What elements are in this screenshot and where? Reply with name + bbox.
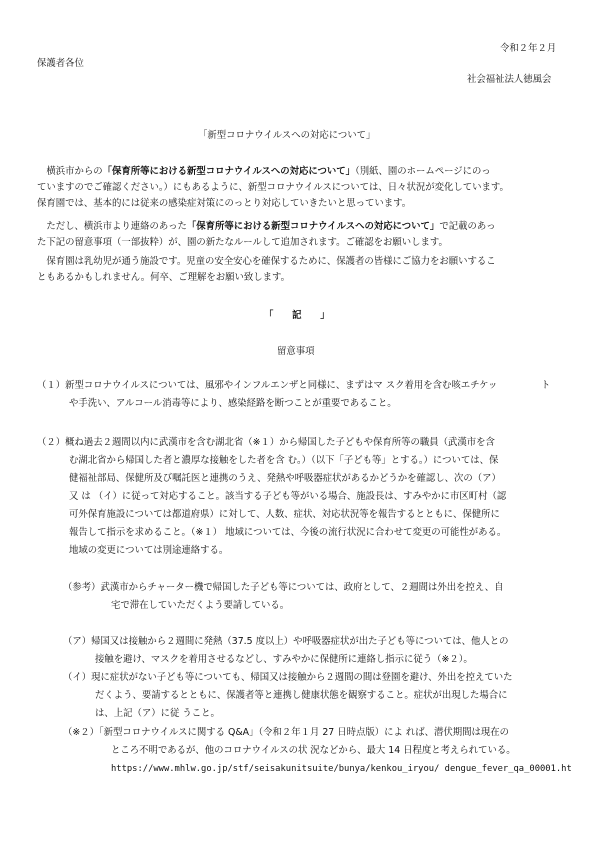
item2-line4: 又 は （イ）に従って対応すること。該当する子ども等がいる場合、施設長は、すみやかに市区町村（認 <box>69 491 507 502</box>
note2-line1: （※２）「新型コロナウイルスに関する Q&A」（令和２年１月 27 日時点版）によ れば、潜伏期間は現在の <box>63 727 509 738</box>
item2-line1: （２）概ね過去２週間以内に武漢市を含む湖北省（※１）から帰国した子どもや保育所等の職員（武漢市を含 <box>37 437 495 448</box>
reference-line2: 宅で滞在していただくよう要請している。 <box>111 600 290 611</box>
intro-p1-text-a: 横浜市からの <box>37 166 103 177</box>
sub-a-line1: （ア）帰国又は接触から２週間に発熱（37.5 度以上）や呼吸器症状が出た子ども等については、他人との <box>63 636 509 647</box>
reference-line1: （参考）武漢市からチャーター機で帰国した子ども等については、政府として、２週間は外出を控え、自 <box>63 582 504 593</box>
notes-heading: 留意事項 <box>277 346 315 357</box>
reference-url[interactable]: https://www.mhlw.go.jp/stf/seisakunitsuite/bunya/kenkou_iryou/ dengue_fever_qa_00001.ht <box>111 764 572 774</box>
intro-p3-line1: 保育園は乳幼児が通う施設です。児童の安全安心を確保するために、保護者の皆様にご協力をお願いするこ <box>37 256 496 267</box>
item2-line5: 可外保育施設については都道府県）に対して、人数、症状、対応状況等を報告するとともに、保健所に <box>69 509 500 520</box>
intro-p3-line2: ともあるかもしれません。何卒、ご理解をお願い致します。 <box>37 272 290 283</box>
intro-p2-line1 <box>37 221 495 233</box>
sub-a-line2: 接触を避け、マスクを着用させるなどし、すみやかに保健所に連絡し指示に従う（※２）。 <box>95 654 473 665</box>
ki-heading: 「 記 」 <box>264 310 330 321</box>
note2-line2: ところ不明であるが、他のコロナウイルスの状 況などから、最大 14 日程度と考えられている。 <box>111 745 516 756</box>
item1-line1: （１）新型コロナウイルスについては、風邪やインフルエンザと同様に、まずはマ スク着用を含む咳エチケッ <box>37 380 498 391</box>
intro-p2-bold-title: 「保育所等における新型コロナウイルスへの対応について」 <box>186 221 440 232</box>
item2-line7: 地域の変更については別途連絡する。 <box>69 545 229 556</box>
intro-p1-line3: 保育園では、基本的には従来の感染症対策にのっとり対応していきたいと思っています。 <box>37 198 412 209</box>
item2-line2: む湖北省から帰国した者と濃厚な接触をした者を含 む。）（以下「子ども等」とする。）については、保 <box>69 455 499 466</box>
document-title: 「新型コロナウイルスへの対応について」 <box>198 130 376 141</box>
intro-p1-line1 <box>37 166 491 178</box>
document-date: 令和２年２月 <box>500 43 557 54</box>
item2-line6: 報告して指示を求めること。（※１） 地域については、今後の流行状況に合わせて変更の可能性がある。 <box>69 527 507 538</box>
intro-p2-text-a: ただし、横浜市より連絡のあった <box>37 221 187 232</box>
item1-line3: や手洗い、アルコール消毒等により、感染経路を断つことが重要であること。 <box>69 398 397 409</box>
sender-line: 社会福祉法人徳風会 <box>467 74 552 85</box>
intro-p1-text-b: （別紙、園のホームページにのっ <box>355 166 491 177</box>
sub-i-line1: （イ）現に症状がない子ども等についても、帰国又は接触から２週間の間は登園を避け、外出を控えていた <box>63 672 513 683</box>
sub-i-line2: だくよう、要請するとともに、保護者等と連携し健康状態を観察すること。症状が出現した場合に <box>95 690 508 701</box>
item1-line2: ト <box>541 380 551 391</box>
intro-p2-text-b: で記載のあっ <box>439 221 496 232</box>
recipient-line: 保護者各位 <box>37 58 84 69</box>
sub-i-line3: は、上記（ア）に従 うこと。 <box>95 708 220 719</box>
intro-p1-bold-title: 「保育所等における新型コロナウイルスへの対応について」 <box>102 166 356 177</box>
intro-p2-line2: た下記の留意事項（一部抜粋）が、園の新たなルールして追加されます。ご確認をお願いします。 <box>37 237 448 248</box>
intro-p1-line2: ていますのでご確認ください。）にもあるように、新型コロナウイルスについては、日々状況が変化しています。 <box>37 182 509 193</box>
item2-line3: 健福祉部局、保健所及び嘱託医と連携のうえ、発熱や呼吸器症状があるかどうかを確認し、次の（ア） <box>69 473 501 484</box>
